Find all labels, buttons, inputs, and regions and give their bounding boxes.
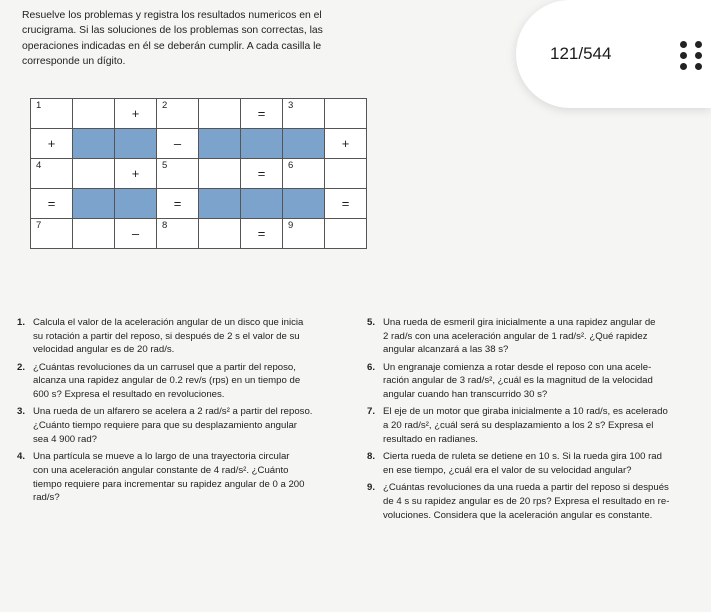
crossword-number: 1 (36, 100, 42, 111)
crossword-cell[interactable] (283, 219, 325, 249)
crossword-shaded-cell (115, 189, 157, 219)
problem-text-line: angular alcanzará a las 38 s? (383, 344, 509, 356)
problem-text-line: angular cuando han transcurrido 30 s? (383, 389, 548, 401)
crossword-row (31, 219, 367, 249)
problem-text-line: sea 4 900 rad? (33, 433, 98, 445)
crossword-operator: = (257, 106, 266, 121)
crossword-operator: + (47, 136, 56, 151)
crossword-cell[interactable] (157, 189, 199, 219)
crossword-shaded-cell (199, 189, 241, 219)
problem-number: 3. (17, 406, 26, 418)
problem-text-line: Una rueda de esmeril gira inicialmente a una rapidez angular de (383, 317, 656, 328)
dots-grid-icon[interactable] (680, 41, 710, 71)
problem-text-line: Calcula el valor de la aceleración angular de un disco que inicia (33, 317, 304, 328)
crossword-operator: = (47, 196, 56, 211)
problem-number: 2. (17, 361, 26, 373)
crossword-cell[interactable] (157, 129, 199, 159)
crossword-cell[interactable] (115, 99, 157, 129)
problem-text-line: de 4 s su rapidez angular es de 20 rps? Expresa el resultado en re- (383, 495, 670, 507)
crossword-row (31, 189, 367, 219)
crossword-operator: = (341, 196, 350, 211)
crossword-operator: + (131, 166, 140, 181)
instructions-line: operaciones indicadas en él se deberán cumplir. A cada casilla le (22, 40, 322, 52)
problem-text-line: tiempo requiere para incrementar su rapidez angular de 0 a 200 (33, 478, 305, 490)
problem-text-line: voluciones. Considera que la aceleración angular es constante. (383, 509, 653, 521)
crossword-shaded-cell (283, 189, 325, 219)
problem-item (17, 316, 357, 357)
problem-number: 7. (367, 406, 376, 418)
crossword-cell[interactable] (157, 159, 199, 189)
crossword-number: 6 (288, 160, 294, 171)
problem-text-line: su rotación a partir del reposo, si después de 2 s el valor de su (33, 330, 300, 342)
crossword-shaded-cell (241, 189, 283, 219)
crossword-number: 9 (288, 220, 294, 231)
crossword-grid (30, 98, 367, 249)
crossword-cell[interactable] (283, 99, 325, 129)
instructions-line: crucigrama. Si las soluciones de los problemas son correctas, las (22, 25, 323, 37)
problem-text-line: 600 s? Expresa el resultado en revoluciones. (33, 389, 225, 401)
crossword-cell[interactable] (325, 99, 367, 129)
crossword-cell[interactable] (31, 99, 73, 129)
crossword-row (31, 99, 367, 129)
crossword-operator: – (131, 226, 140, 241)
crossword-cell[interactable] (199, 159, 241, 189)
crossword-cell[interactable] (31, 129, 73, 159)
crossword-number: 2 (162, 100, 168, 111)
crossword-operator: = (173, 196, 182, 211)
crossword-row (31, 159, 367, 189)
problem-text-line: ¿Cuántas revoluciones da una rueda a partir del reposo si después (383, 482, 669, 494)
problem-item (17, 361, 357, 402)
crossword-cell[interactable] (241, 99, 283, 129)
problem-text-line: velocidad angular es de 20 rad/s. (33, 344, 175, 356)
crossword-cell[interactable] (283, 159, 325, 189)
crossword-cell[interactable] (31, 159, 73, 189)
problem-number: 4. (17, 451, 26, 463)
crossword-cell[interactable] (325, 189, 367, 219)
crossword-number: 5 (162, 160, 168, 171)
crossword-cell[interactable] (199, 219, 241, 249)
crossword-cell[interactable] (115, 159, 157, 189)
crossword-operator: = (257, 166, 266, 181)
problem-text-line: resultado en radianes. (383, 433, 478, 445)
crossword-number: 8 (162, 220, 168, 231)
problem-text-line: 2 rad/s con una aceleración angular de 1 rad/s². ¿Qué rapidez (383, 330, 648, 342)
problem-item (367, 481, 707, 522)
crossword-cell[interactable] (241, 159, 283, 189)
problem-number: 1. (17, 317, 26, 328)
problem-text-line: rad/s? (33, 492, 60, 504)
crossword-cell[interactable] (241, 219, 283, 249)
problem-item (367, 316, 707, 357)
problem-item (17, 450, 357, 505)
crossword-cell[interactable] (31, 219, 73, 249)
page-counter: 121/544 (550, 44, 612, 63)
crossword-shaded-cell (115, 129, 157, 159)
crossword-number: 3 (288, 100, 294, 111)
crossword-number: 7 (36, 220, 42, 231)
crossword-cell[interactable] (199, 99, 241, 129)
crossword-number: 4 (36, 160, 42, 171)
crossword-cell[interactable] (31, 189, 73, 219)
crossword-cell[interactable] (157, 219, 199, 249)
crossword-row (31, 129, 367, 159)
problem-item (367, 450, 707, 477)
problem-number: 8. (367, 451, 376, 463)
crossword-cell[interactable] (73, 159, 115, 189)
crossword-operator: = (257, 226, 266, 241)
crossword-cell[interactable] (325, 219, 367, 249)
crossword-shaded-cell (241, 129, 283, 159)
problem-text-line: El eje de un motor que giraba inicialmente a 10 rad/s, es acelerado (383, 406, 668, 418)
crossword-cell[interactable] (73, 219, 115, 249)
problem-text-line: Una rueda de un alfarero se acelera a 2 rad/s² a partir del reposo. (33, 406, 313, 418)
problem-text-line: Una partícula se mueve a lo largo de una trayectoria circular (33, 451, 290, 463)
crossword-shaded-cell (199, 129, 241, 159)
problem-number: 6. (367, 361, 376, 373)
problems-right-column (367, 316, 707, 526)
crossword-shaded-cell (73, 129, 115, 159)
crossword-cell[interactable] (325, 159, 367, 189)
crossword-shaded-cell (283, 129, 325, 159)
problem-number: 5. (367, 317, 376, 328)
problem-text-line: ración angular de 3 rad/s², ¿cuál es la magnitud de la velocidad (383, 375, 653, 387)
crossword-operator: + (341, 136, 350, 151)
crossword-cell[interactable] (73, 99, 115, 129)
problem-text-line: ¿Cuántas revoluciones da un carrusel que a partir del reposo, (33, 361, 296, 373)
problem-text-line: a 20 rad/s², ¿cuál será su desplazamiento a los 2 s? Expresa el (383, 420, 654, 432)
crossword-operator: + (131, 106, 140, 121)
instructions (22, 8, 362, 69)
crossword-shaded-cell (73, 189, 115, 219)
crossword-cell[interactable] (115, 219, 157, 249)
problem-number: 9. (367, 482, 376, 494)
problem-text-line: con una aceleración angular constante de 4 rad/s². ¿Cuánto (33, 464, 289, 476)
problem-text-line: en ese tiempo, ¿cuál era el valor de su velocidad angular? (383, 464, 632, 476)
problem-text-line: Cierta rueda de ruleta se detiene en 10 s. Si la rueda gira 100 rad (383, 451, 662, 463)
instructions-line: corresponde un dígito. (22, 55, 126, 67)
crossword-cell[interactable] (157, 99, 199, 129)
problems-left-column (17, 316, 357, 509)
crossword-operator: – (173, 136, 182, 151)
crossword-cell[interactable] (325, 129, 367, 159)
problem-text-line: ¿Cuánto tiempo requiere para que su desplazamiento angular (33, 420, 297, 432)
problem-text-line: alcanza una rapidez angular de 0.2 rev/s (rps) en un tiempo de (33, 375, 301, 387)
instructions-line: Resuelve los problemas y registra los resultados numericos en el (22, 10, 322, 21)
problem-item (17, 405, 357, 446)
problem-item (367, 361, 707, 402)
problem-text-line: Un engranaje comienza a rotar desde el reposo con una acele- (383, 361, 652, 373)
problem-item (367, 405, 707, 446)
